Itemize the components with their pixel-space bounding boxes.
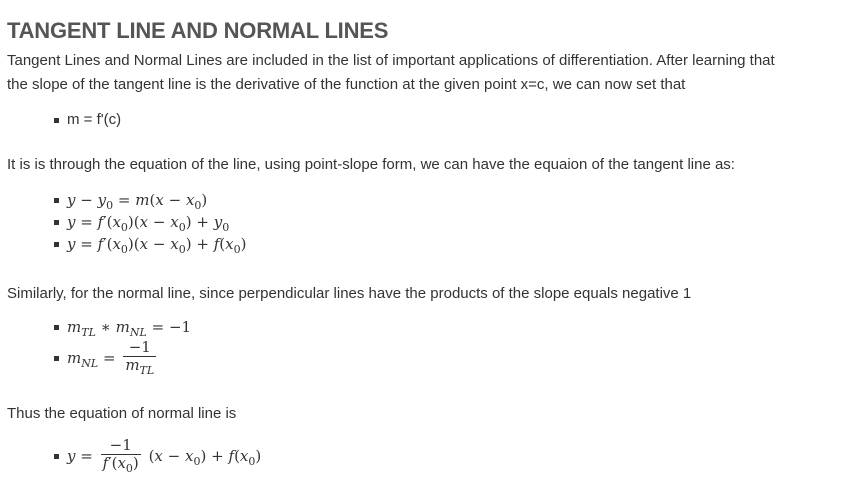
list-item: [7, 109, 121, 131]
normal-equation-list: [7, 436, 261, 476]
normal-slope-product: $m_{TL}$ ∗ $m_{NL} = -1$: [7, 316, 191, 338]
normal-line-paragraph: Similarly, for the normal line, since perpendicular lines have the products of the slope equals negative 1: [7, 285, 692, 302]
tangent-equation-1: $y - y_0 = m(x - x_0)$: [7, 189, 246, 211]
normal-slope-formula: $m_{NL}$ = $\frac{-1}{m_{TL}}$: [7, 338, 191, 378]
intro-line-1: Tangent Lines and Normal Lines are included in the list of important applications of differentiation. After learning that: [7, 52, 775, 69]
tangent-equation-2: $y = f'(x_0)(x - x_0) + y_0$: [7, 211, 246, 233]
tangent-equation-3: $y = f'(x_0)(x - x_0) + f(x_0)$: [7, 233, 246, 255]
page-title: TANGENT LINE AND NORMAL LINES: [7, 18, 389, 43]
tangent-equation-list: [7, 189, 246, 255]
fraction: $\frac{-1}{f'(x_0)}$: [102, 436, 139, 475]
thus-paragraph: Thus the equation of normal line is: [7, 405, 237, 422]
intro-paragraph: [7, 49, 837, 97]
slope-formula: m = f'(c): [67, 111, 122, 128]
fraction: $\frac{-1}{m_{TL}}$: [125, 338, 155, 377]
intro-line-2: the slope of the tangent line is the derivative of the function at the given point x=c, we can now set that: [7, 76, 686, 93]
slope-list: [7, 109, 121, 131]
point-slope-paragraph: It is is through the equation of the line, using point-slope form, we can have the equaion of the tangent line as:: [7, 156, 735, 173]
normal-line-equation: y = $\frac{-1}{f'(x_0)}$ $(x - x_0) + f(x_0)$: [7, 436, 261, 476]
normal-slope-list: [7, 316, 191, 378]
